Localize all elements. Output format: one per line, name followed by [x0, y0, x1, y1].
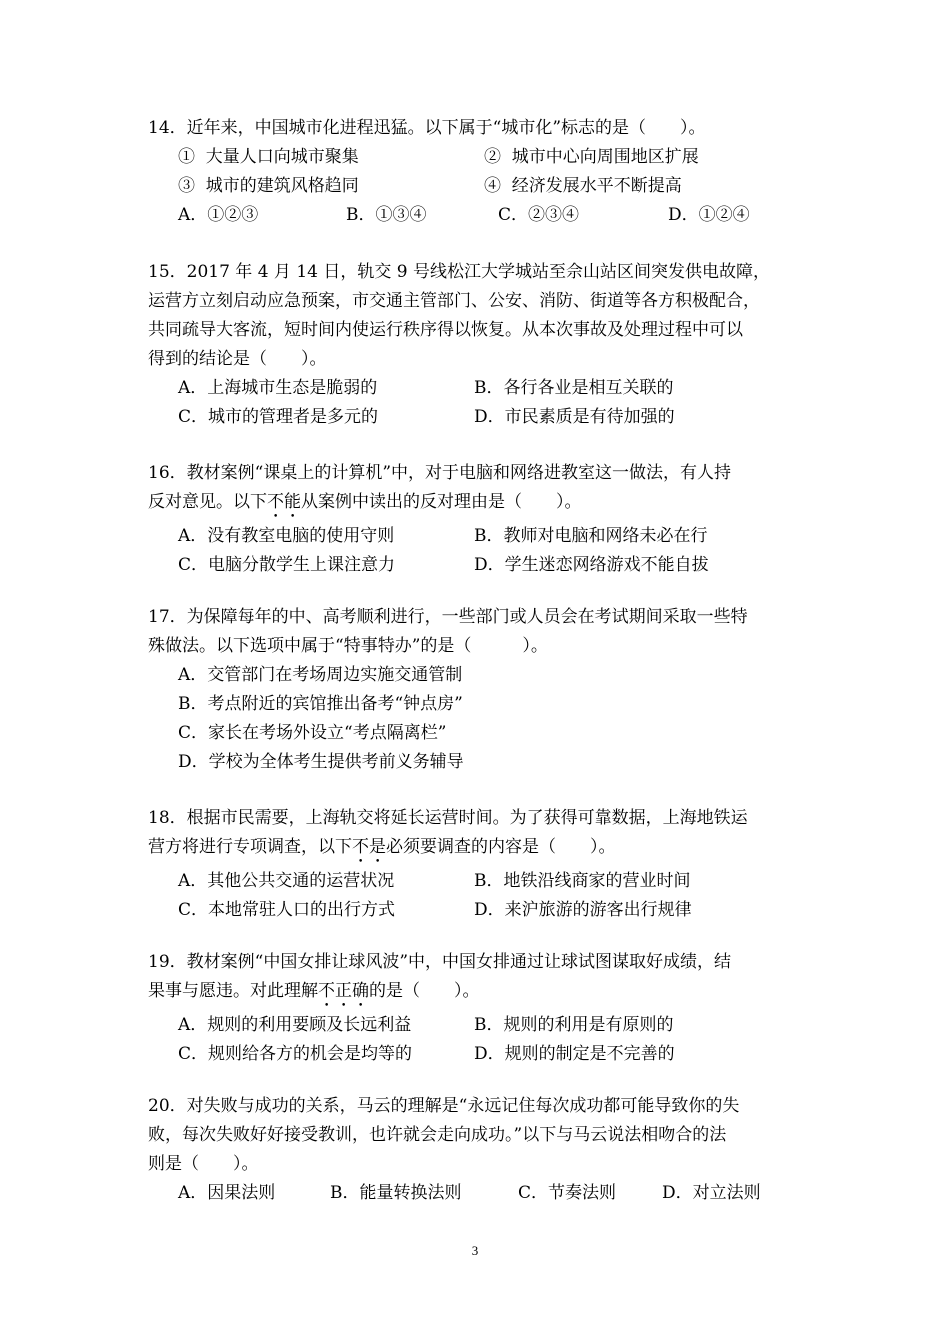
- option-b: B．各行各业是相互关联的: [474, 378, 674, 398]
- option-a: A．规则的利用要顾及长远利益: [178, 1015, 412, 1035]
- question-19: [148, 948, 818, 1069]
- question-16: [148, 459, 818, 580]
- question-14: [148, 114, 818, 230]
- page-number: 3: [471, 1243, 479, 1258]
- item-2: ② 城市中心向周围地区扩展: [484, 147, 699, 167]
- option-a: A．没有教室电脑的使用守则: [178, 526, 395, 546]
- option-d: D．市民素质是有待加强的: [474, 407, 675, 427]
- question-15-line-2: 运营方立刻启动应急预案，市交通主管部门、公安、消防、街道等各方积极配合，: [148, 291, 760, 311]
- option-d: D．规则的制定是不完善的: [474, 1044, 675, 1064]
- option-c: C．②③④: [498, 205, 580, 225]
- question-20-options: [148, 1179, 818, 1208]
- question-17: [148, 603, 818, 777]
- item-1: ① 大量人口向城市聚集: [178, 147, 359, 167]
- question-14-options: [148, 201, 818, 230]
- question-16-line-2: 反对意见。以下不能从案例中读出的反对理由是（ ）。: [148, 492, 582, 512]
- option-d: D．①②④: [668, 205, 750, 225]
- question-16-options-row-1: [148, 522, 818, 551]
- question-19-options-row-2: [148, 1040, 818, 1069]
- option-c: C．本地常驻人口的出行方式: [178, 900, 396, 920]
- question-17-line-2: 殊做法。以下选项中属于“特事特办”的是（ ）。: [148, 636, 548, 656]
- option-d: D．对立法则: [662, 1183, 761, 1203]
- question-17-option-b: B．考点附近的宾馆推出备考“钟点房”: [178, 694, 463, 714]
- question-14-stem: 14．近年来，中国城市化进程迅猛。以下属于“城市化”标志的是（ ）。: [148, 118, 706, 138]
- option-d: D．学生迷恋网络游戏不能自拔: [474, 555, 709, 575]
- question-20: [148, 1092, 818, 1208]
- question-20-line-1: 20．对失败与成功的关系，马云的理解是“永远记住每次成功都可能导致你的失: [148, 1096, 740, 1116]
- question-20-line-2: 败，每次失败好好接受教训，也许就会走向成功。”以下与马云说法相吻合的法: [148, 1125, 727, 1145]
- question-16-options-row-2: [148, 551, 818, 580]
- emphasis-text: 不正确: [318, 981, 369, 1001]
- option-c: C．电脑分散学生上课注意力: [178, 555, 396, 575]
- question-16-line-1: 16．教材案例“课桌上的计算机”中，对于电脑和网络进教室这一做法，有人持: [148, 463, 732, 483]
- option-a: A．①②③: [178, 205, 259, 225]
- question-15-options-row-2: [148, 403, 818, 432]
- question-18: [148, 804, 818, 925]
- option-c: C．节奏法则: [518, 1183, 617, 1203]
- option-b: B．地铁沿线商家的营业时间: [474, 871, 691, 891]
- question-17-line-1: 17．为保障每年的中、高考顺利进行，一些部门或人员会在考试期间采取一些特: [148, 607, 748, 627]
- question-18-line-1: 18．根据市民需要，上海轨交将延长运营时间。为了获得可靠数据，上海地铁运: [148, 808, 748, 828]
- question-19-line-2: 果事与愿违。对此理解不正确的是（ ）。: [148, 981, 480, 1001]
- question-18-line-2: 营方将进行专项调查，以下不是必须要调查的内容是（ ）。: [148, 837, 616, 857]
- option-a: A．其他公共交通的运营状况: [178, 871, 395, 891]
- question-17-option-a: A．交管部门在考场周边实施交通管制: [178, 665, 463, 685]
- question-18-options-row-1: [148, 867, 818, 896]
- question-19-line-1: 19．教材案例“中国女排让球风波”中，中国女排通过让球试图谋取好成绩，结: [148, 952, 732, 972]
- question-15-line-3: 共同疏导大客流，短时间内使运行秩序得以恢复。从本次事故及处理过程中可以: [148, 320, 743, 340]
- question-14-items-row-2: [148, 172, 818, 201]
- option-b: B．能量转换法则: [330, 1183, 462, 1203]
- item-4: ④ 经济发展水平不断提高: [484, 176, 682, 196]
- option-c: C．城市的管理者是多元的: [178, 407, 379, 427]
- emphasis-text: 不能: [267, 492, 301, 512]
- option-a: A．因果法则: [178, 1183, 276, 1203]
- question-15: [148, 258, 818, 432]
- option-d: D．来沪旅游的游客出行规律: [474, 900, 692, 920]
- question-19-options-row-1: [148, 1011, 818, 1040]
- emphasis-text: 不是: [352, 837, 386, 857]
- question-14-items-row-1: [148, 143, 818, 172]
- question-20-line-3: 则是（ ）。: [148, 1154, 259, 1174]
- option-b: B．规则的利用是有原则的: [474, 1015, 674, 1035]
- question-15-line-1: 15．2017 年 4 月 14 日，轨交 9 号线松江大学城站至佘山站区间突发供电故障，: [148, 262, 770, 282]
- option-b: B．①③④: [346, 205, 427, 225]
- question-15-line-4: 得到的结论是（ ）。: [148, 349, 327, 369]
- question-17-option-c: C．家长在考场外设立“考点隔离栏”: [178, 723, 447, 743]
- question-15-options-row-1: [148, 374, 818, 403]
- item-3: ③ 城市的建筑风格趋同: [178, 176, 359, 196]
- option-a: A．上海城市生态是脆弱的: [178, 378, 378, 398]
- question-18-options-row-2: [148, 896, 818, 925]
- option-b: B．教师对电脑和网络未必在行: [474, 526, 708, 546]
- question-17-option-d: D．学校为全体考生提供考前义务辅导: [178, 752, 464, 772]
- option-c: C．规则给各方的机会是均等的: [178, 1044, 413, 1064]
